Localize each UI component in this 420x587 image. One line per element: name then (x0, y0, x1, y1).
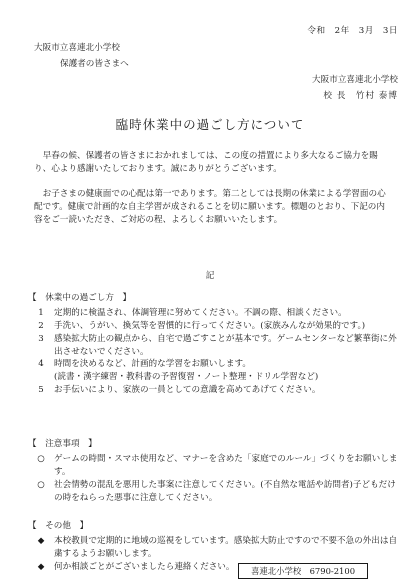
item-text: お手伝いにより、家族の一員としての意識を高めてあげてください。 (54, 385, 321, 396)
item-number: 3 (38, 333, 44, 344)
item-number: 2 (38, 320, 44, 331)
item-text: ゲームの時間・スマホ使用など、マナーを含めた「家庭でのルール」づくりをお願いします。 (54, 453, 398, 477)
list-item (28, 479, 398, 505)
section-heading: 【 注意事項 】 (28, 439, 97, 449)
list-item (28, 307, 398, 320)
intro-paragraph: 早春の候、保護者の皆さまにおかれましては、この度の措置により多大なるご協力を賜り、心より感謝いたしております。誠にありがとうございます。 (34, 151, 378, 174)
list-item (28, 333, 398, 359)
section-kyugyo (28, 292, 398, 397)
contact-phone: 喜連北小学校 6790-2100 (238, 563, 368, 579)
recipient-school: 大阪市立喜連北小学校 (34, 43, 120, 53)
item-subtext: (読書・漢字練習・教科書の予習復習・ノート整理・ドリル学習など) (54, 372, 319, 383)
recipient: 保護者の皆さまへ (60, 59, 129, 69)
date: 令和 2年 3月 3日 (307, 26, 398, 36)
item-number: 4 (38, 359, 44, 370)
item-number: 1 (38, 307, 44, 318)
list-item (28, 384, 398, 397)
list-item (28, 535, 398, 561)
ki-marker: 記 (205, 271, 215, 281)
intro-paragraph: お子さまの健康面での心配は第一であります。第二としては長期の休業による学習面の心配です。健康で計画的な自主学習が成されることを切に願います。標題のとおり、下記の内容をご一読いただき、ご対応の程、よろしくお願いいたします。 (34, 189, 386, 225)
item-number: 5 (38, 385, 44, 396)
item-text: 定期的に検温され、体調管理に努めてください。不調の際、相談ください。 (54, 307, 347, 318)
item-text: 手洗い、うがい、換気等を習慣的に行ってください。(家族みんなが効果的です。) (54, 320, 366, 331)
item-text: 時間を決めるなど、計画的な学習をお願いします。 (54, 359, 251, 370)
bullet-icon: ○ (37, 453, 45, 464)
list-item (28, 320, 398, 333)
document-title: 臨時休業中の過ごし方について (115, 117, 305, 132)
item-text: 何か相談ごとがございましたら連絡ください。 (54, 561, 235, 572)
bullet-icon: ○ (37, 479, 45, 490)
section-heading: 【 休業中の過ごし方 】 (28, 293, 132, 303)
sender-school: 大阪市立喜連北小学校 (312, 75, 398, 85)
section-heading: 【 その他 】 (28, 521, 89, 531)
item-text: 本校教員で定期的に地域の巡視をしています。感染拡大防止ですので不要不急の外出は自粛するようお願いします。 (54, 535, 398, 559)
list-item (28, 358, 398, 371)
list-item (28, 453, 398, 479)
item-text: 社会情勢の混乱を悪用した事案に注意してください。(不自然な電話や訪問者)子どもだけの時をねらった悪事に注意してください。 (54, 479, 396, 503)
item-text: 感染拡大防止の観点から、自宅で過ごすことが基本です。ゲームセンターなど繁華街に外出させないでください。 (54, 333, 397, 357)
diamond-icon: ◆ (37, 535, 45, 546)
sender-principal: 校 長 竹村 泰博 (323, 91, 398, 101)
section-caution (28, 438, 398, 504)
diamond-icon: ◆ (37, 561, 45, 572)
